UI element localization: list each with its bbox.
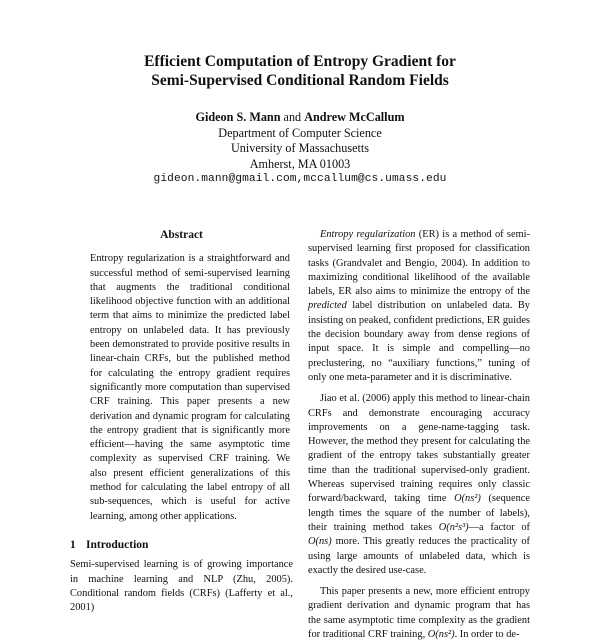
author-2: Andrew McCallum [304, 110, 405, 124]
math-complexity: O(ns) [308, 536, 332, 548]
math-complexity: O(n²s³) [438, 521, 469, 533]
text-run: —a factor of [468, 521, 530, 533]
section-number: 1 [70, 538, 76, 551]
paragraph-entropy-regularization [308, 228, 530, 385]
text-run: (sequence length times the square of the number of labels), their training method takes [308, 493, 530, 533]
affiliation-dept: Department of Computer Science [218, 125, 382, 140]
introduction-paragraph: Semi-supervised learning is of growing importance in machine learning and NLP (Zhu, 2005). Conditional random fields (CRFs) (Lafferty et al., 2001) [70, 559, 293, 614]
paragraph-this-paper [308, 585, 530, 642]
section-title: Introduction [86, 538, 149, 551]
title-line-1: Efficient Computation of Entropy Gradient for [144, 53, 456, 70]
author-conjunction: and [283, 110, 302, 124]
text-run: more. This greatly reduces the practicality of using large amounts of unlabeled data, which is exactly the desired use-case. [308, 536, 530, 576]
section-heading-introduction [70, 538, 293, 552]
term-entropy-regularization: Entropy regularization [320, 229, 416, 240]
affiliation-city: Amherst, MA 01003 [249, 156, 351, 171]
text-run: . In order to de- [454, 629, 520, 641]
title-line-2: Semi-Supervised Conditional Random Fields [151, 72, 449, 89]
text-run: (ER) is a method of semi-supervised learning first proposed for classification tasks (Grandvalet and Bengio, 2004). In addition to maximizing conditional likelihood of the available labels, ER also aims to minimize the entropy of the [308, 229, 531, 298]
affiliation-university: University of Massachusetts [230, 141, 370, 155]
abstract-text: Entropy regularization is a straightforward and successful method of semi-supervised learning that augments the traditional conditional likelihood objective function with an additional term that aims to minimize the predicted label entropy on unlabeled data. It has previously been demonstrated to provide positive results in linear-chain CRFs, but the published method for calculating the entropy gradient requires significantly more computation than supervised CRF training. This paper presents a new derivation and dynamic program for calculating the entropy gradient that is significantly more efficient—having the same asymptotic time complexity as supervised CRF training. We also present efficient generalizations of this method for calculating the label entropy of all sub-sequences, which is useful for active learning, among other applications. [90, 253, 290, 522]
left-column [70, 228, 293, 615]
math-complexity: O(ns²) [454, 493, 481, 505]
author-block [0, 110, 600, 188]
author-names [0, 110, 600, 126]
emphasis-predicted: predicted [308, 300, 347, 312]
paragraph-jiao [308, 392, 530, 578]
text-run: label distribution on unlabeled data. By insisting on peaked, confident predictions, ER guides the decision boundary away from dense regions of input space. It is simple and compelling—no preclustering, no “auxiliary functions,” tuning of only one meta-parameter and it is discriminative. [308, 300, 530, 383]
abstract-heading: Abstract [160, 229, 203, 241]
math-complexity: O(ns²) [427, 629, 455, 641]
author-emails: gideon.mann@gmail.com,mccallum@cs.umass.edu [153, 173, 447, 185]
text-run: This paper presents a new, more efficient entropy gradient derivation and dynamic program that has the same asymptotic time complexity as the gradient for traditional CRF training, [308, 586, 530, 641]
text-run: Jiao et al. (2006) apply this method to linear-chain CRFs and demonstrate encouraging accuracy improvements on a gene-name-tagging task. However, the method they present for calculating the gradient of the entropy takes substantially greater time than the traditional supervised-only gradient. Whereas supervised training requires only classic forward/backward, taking time [308, 393, 530, 505]
right-column [308, 228, 530, 642]
author-1: Gideon S. Mann [195, 110, 281, 124]
paper-title [0, 52, 600, 90]
